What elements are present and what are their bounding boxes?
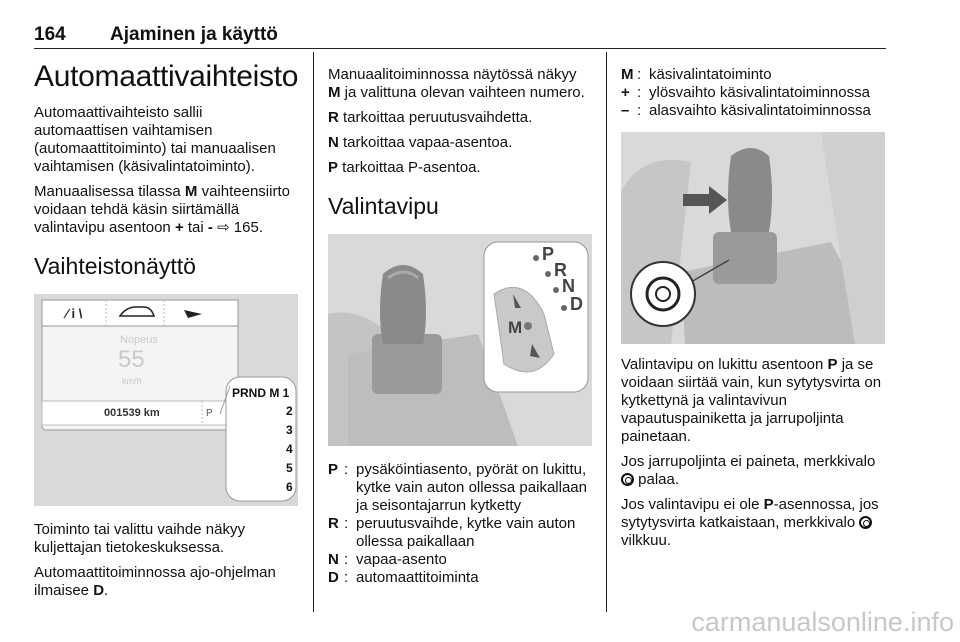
- brake-warning-icon: [859, 516, 872, 529]
- position-label-n: N: [562, 276, 575, 296]
- gear-number: 6: [286, 480, 293, 494]
- section-heading: Valintavipu: [328, 193, 439, 219]
- paragraph: Jos valintavipu ei ole P-asennossa, jos sytytysvirta katkaistaan, merkkivalo vilkkuu.: [621, 496, 879, 549]
- paragraph: Valintavipu on lukittu asentoon P ja se voidaan siirtää vain, kun sytytysvirta on kytkettynä ja valintavivun vapautuspainiketta ja jarrupoljinta painetaan.: [621, 356, 882, 445]
- svg-text:⁄ i \: ⁄ i \: [65, 306, 83, 321]
- gear-indicator: P: [206, 408, 213, 419]
- definition-row: D : automaattitoiminta: [328, 569, 479, 586]
- gear-number: 5: [286, 461, 293, 475]
- paragraph: N tarkoittaa vapaa-asentoa.: [328, 134, 513, 151]
- gear-row: PRND M 1: [232, 386, 290, 400]
- paragraph: P tarkoittaa P-asentoa.: [328, 159, 481, 176]
- cluster-display-illustration: [34, 294, 298, 506]
- gear-number: 4: [286, 442, 293, 456]
- speed-unit: km/h: [122, 376, 142, 386]
- section-heading: Vaihteistonäyttö: [34, 253, 196, 279]
- paragraph: Toiminto tai valittu vaihde näkyy kuljettajan tietokeskuksessa.: [34, 521, 245, 556]
- gear-number: 3: [286, 423, 293, 437]
- definition-row: + : ylösvaihto käsivalintatoiminnossa: [621, 84, 870, 101]
- column-1: [34, 52, 298, 614]
- paragraph: R tarkoittaa peruutusvaihdetta.: [328, 109, 533, 126]
- page-header: [34, 24, 278, 46]
- page-reference-link[interactable]: ⇨ 165.: [217, 219, 263, 236]
- shift-lock-illustration: [621, 132, 885, 344]
- definition-row: – : alasvaihto käsivalintatoiminnossa: [621, 102, 871, 119]
- column-3: [621, 52, 887, 614]
- speed-label: Nopeus: [120, 334, 158, 346]
- position-label-m: M: [508, 318, 523, 337]
- definition-list: [621, 66, 887, 120]
- selector-lever-illustration: [328, 234, 592, 446]
- header-rule: [34, 48, 886, 49]
- paragraph: Automaattitoiminnossa ajo-ohjelman ilmaisee D.: [34, 564, 276, 599]
- position-label-p: P: [542, 244, 555, 264]
- brake-warning-icon: [621, 473, 634, 486]
- position-label-r: R: [554, 260, 567, 280]
- section-title: Ajaminen ja käyttö: [110, 24, 278, 45]
- definition-row: P : pysäköintiasento, pyörät on lukittu, kytke vain auton ollessa paikallaan ja seisontajarrun kytketty: [328, 461, 587, 514]
- gear-list: [286, 402, 293, 497]
- definition-row: N : vapaa-asento: [328, 551, 447, 568]
- paragraph: Manuaalitoiminnossa näytössä näkyy M ja valittuna olevan vaihteen numero.: [328, 66, 585, 101]
- paragraph: Jos jarrupoljinta ei paineta, merkkivalo palaa.: [621, 453, 876, 488]
- transmission-display-figure: [34, 294, 298, 506]
- column-2: [328, 52, 592, 614]
- column-divider: [313, 52, 314, 612]
- shift-lock-figure: [621, 132, 885, 344]
- definition-list: [328, 461, 592, 587]
- watermark-url: carmanualsonline.info: [691, 607, 954, 637]
- odometer: 001539 km: [104, 407, 160, 419]
- paragraph: Manuaalisessa tilassa M vaihteensiirto voidaan tehdä käsin siirtämällä valintavipu asentoon + tai - ⇨ 165.: [34, 183, 290, 236]
- speed-value: 55: [118, 346, 145, 373]
- page-title: Automaattivaihteisto: [34, 60, 299, 93]
- definition-row: R : peruutusvaihde, kytke vain auton ollessa paikallaan: [328, 515, 576, 550]
- paragraph: Automaattivaihteisto sallii automaattisen vaihtamisen (automaattitoiminto) tai manuaalisen vaihtamisen (käsivalintatoiminto).: [34, 104, 276, 175]
- column-divider: [606, 52, 607, 612]
- definition-row: M : käsivalintatoiminto: [621, 66, 772, 83]
- gear-number: 2: [286, 404, 293, 418]
- selector-lever-figure: [328, 234, 592, 446]
- page-number: 164: [34, 24, 66, 45]
- position-label-d: D: [570, 294, 583, 314]
